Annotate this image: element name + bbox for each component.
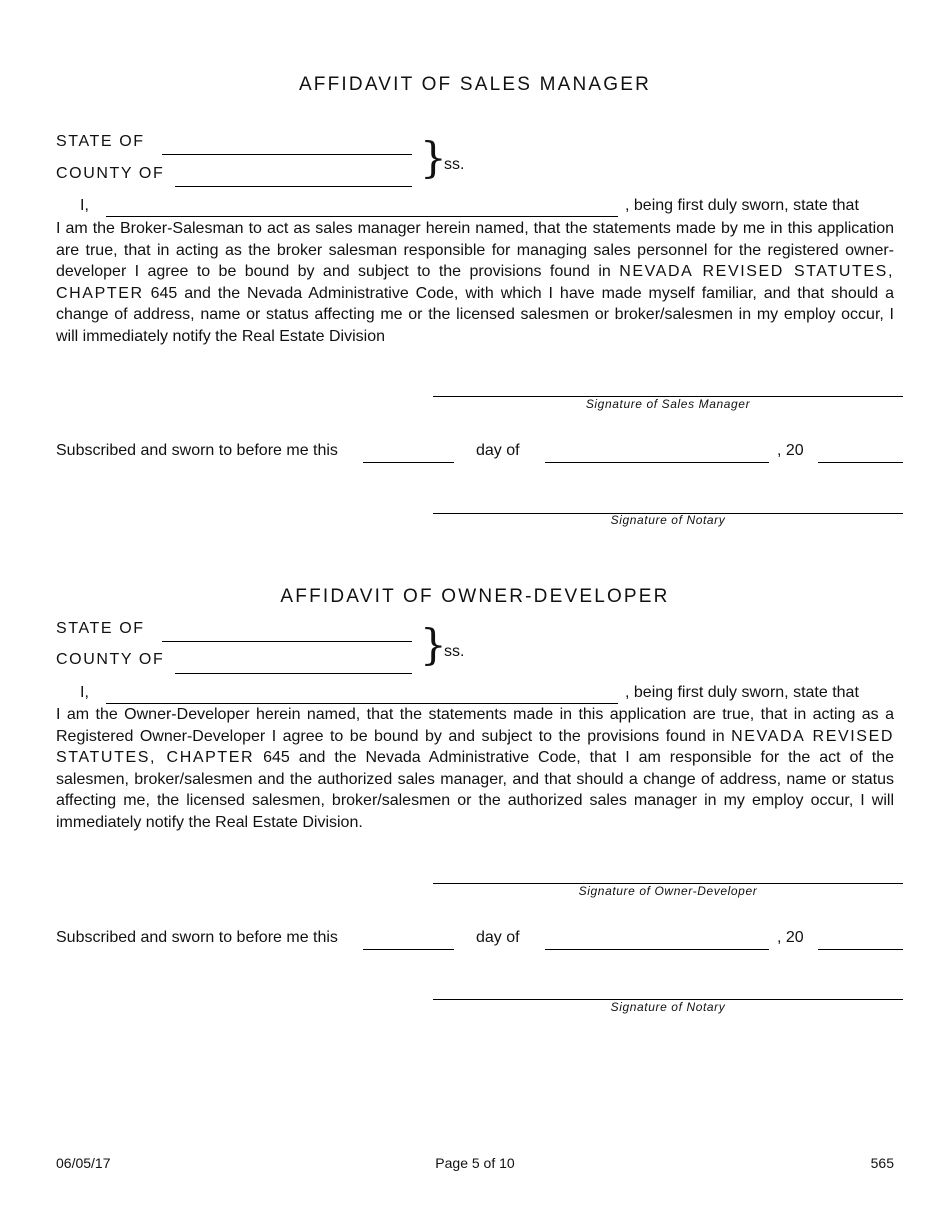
sm-name-field[interactable] [106,216,618,217]
od-month-field[interactable] [545,949,769,950]
od-day-of-label: day of [476,929,520,946]
sm-state-label: STATE OF [56,133,145,150]
footer-date: 06/05/17 [56,1155,111,1171]
sm-year-prefix: , 20 [777,442,804,459]
sm-i-label: I, [80,197,89,214]
sm-body-caps: NEVADA REVISED STATUTES, CHAPTER [56,263,894,302]
sm-sworn-text: , being first duly sworn, state that [625,197,859,214]
od-brace: } [420,620,447,669]
sm-brace: } [420,133,447,182]
od-day-field[interactable] [363,949,454,950]
sm-year-field[interactable] [818,462,903,463]
od-ss-label: ss. [444,643,465,660]
od-year-field[interactable] [818,949,903,950]
sm-month-field[interactable] [545,462,769,463]
footer-form-number: 565 [870,1155,894,1171]
od-signature-label: Signature of Owner-Developer [578,884,758,898]
sm-county-field[interactable] [175,186,412,187]
od-body-part2: 645 and the Nevada Administrative Code, that I am responsible for the act of the salesmen, broker/salesmen and the authorized sales manager, and that should a change of address, name or status affecting me, the licensed salesmen, broker/salesmen or the authorized sales manager in my employ occur, I will immediately notify the Real Estate Division. [56,749,894,831]
sm-day-of-label: day of [476,442,520,459]
od-county-field[interactable] [175,673,412,674]
sm-body-paragraph [56,218,894,348]
footer-page-number: Page 5 of 10 [435,1155,515,1171]
od-body-caps: NEVADA REVISED STATUTES, CHAPTER [56,727,894,767]
od-body-paragraph [56,704,894,834]
od-i-label: I, [80,684,89,701]
od-subscribed-text: Subscribed and sworn to before me this [56,929,338,946]
owner-developer-title: AFFIDAVIT OF OWNER-DEVELOPER [280,586,670,607]
od-notary-label: Signature of Notary [610,1000,726,1014]
sm-body-part2: 645 and the Nevada Administrative Code, with which I have made myself familiar, and that should a change of address, name or status affecting me or the licensed salesmen or broker/salesmen in my employ occur, I will immediately notify the Real Estate Division [56,284,895,345]
od-sworn-text: , being first duly sworn, state that [625,684,859,701]
sm-county-label: COUNTY OF [56,165,165,182]
sm-day-field[interactable] [363,462,454,463]
od-state-field[interactable] [162,641,412,642]
sm-signature-label: Signature of Sales Manager [585,397,751,411]
sm-ss-label: ss. [444,156,465,173]
sm-subscribed-text: Subscribed and sworn to before me this [56,442,338,459]
sm-notary-label: Signature of Notary [610,513,726,527]
sales-manager-title: AFFIDAVIT OF SALES MANAGER [298,74,652,95]
sm-state-field[interactable] [162,154,412,155]
od-county-label: COUNTY OF [56,651,165,668]
od-state-label: STATE OF [56,620,145,637]
od-year-prefix: , 20 [777,929,804,946]
sm-body-part1: I am the Broker-Salesman to act as sales manager herein named, that the statements made by me in this application are true, that in acting as the broker salesman responsible for managing sales personnel for the registered owner-developer I agree to be bound by and subject to the provisions found in [56,220,894,281]
od-body-part1: I am the Owner-Developer herein named, that the statements made in this application are true, that in acting as a Registered Owner-Developer I agree to be bound by and subject to the provisions found in [56,706,894,745]
